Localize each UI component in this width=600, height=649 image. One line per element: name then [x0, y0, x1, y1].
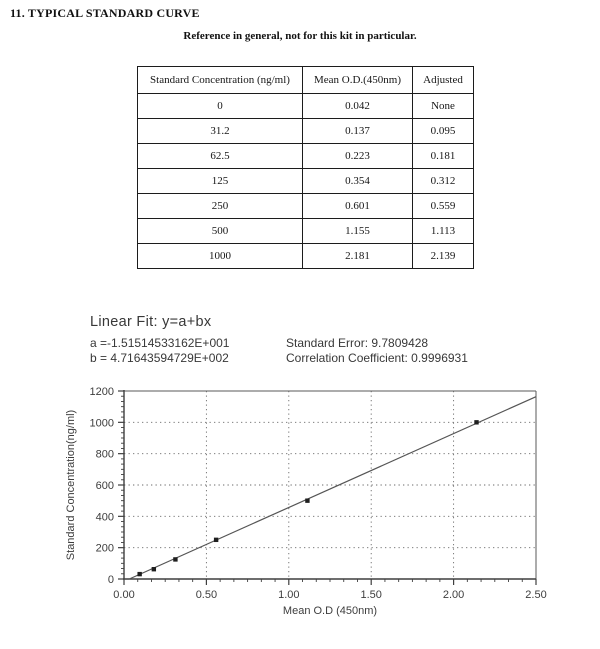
reference-note: Reference in general, not for this kit in particular.	[183, 30, 417, 42]
fit-standard-error: Standard Error: 9.7809428	[286, 336, 429, 350]
fit-stats	[90, 336, 468, 365]
y-tick-label: 1000	[89, 417, 114, 430]
x-tick-label: 1.50	[360, 589, 382, 601]
table-cell: 1.155	[303, 219, 413, 244]
y-tick-label: 600	[95, 480, 114, 492]
x-tick-label: 0.50	[195, 589, 218, 601]
y-tick-label: 800	[95, 448, 114, 461]
data-point-marker	[305, 498, 309, 502]
table-cell: 0.559	[413, 194, 474, 219]
table-cell: 125	[138, 169, 303, 194]
data-point-marker	[152, 567, 156, 571]
x-tick-label: 1.00	[278, 589, 300, 601]
table-header	[138, 67, 474, 94]
table-row	[138, 144, 474, 169]
table-cell: 0.312	[413, 169, 474, 194]
x-tick-label: 0.00	[113, 589, 135, 601]
y-tick-label: 0	[107, 574, 114, 586]
linear-fit-block	[90, 314, 468, 365]
table-cell: 0.601	[303, 194, 413, 219]
data-point-marker	[173, 557, 177, 561]
y-tick-label: 400	[95, 511, 114, 524]
table-cell: 0.223	[303, 144, 413, 169]
table-body	[138, 94, 474, 269]
header-adjusted: Adjusted	[413, 67, 474, 94]
table-cell: 31.2	[138, 119, 303, 144]
table-cell: 1000	[138, 244, 303, 269]
standard-curve-chart	[0, 380, 600, 649]
table-cell: 500	[138, 219, 303, 244]
section-title: 11. TYPICAL STANDARD CURVE	[10, 6, 200, 20]
table-cell: 250	[138, 194, 303, 219]
data-point-marker	[214, 538, 218, 542]
y-axis-label: Standard Concentration(ng/ml)	[65, 409, 77, 561]
table-cell: 2.181	[303, 244, 413, 269]
table-header-row	[138, 67, 474, 94]
grid-lines	[124, 391, 536, 579]
table-cell: 0.137	[303, 119, 413, 144]
fit-equation-title: Linear Fit: y=a+bx	[90, 314, 212, 330]
table-row	[138, 194, 474, 219]
table-cell: None	[413, 94, 474, 119]
data-point-marker	[474, 420, 478, 424]
table-row	[138, 244, 474, 269]
fit-a-value: a =-1.51514533162E+001	[90, 336, 230, 350]
table-cell: 0.095	[413, 119, 474, 144]
x-axis-label: Mean O.D (450nm)	[282, 605, 378, 617]
x-tick-label: 2.00	[442, 589, 465, 601]
table-row	[138, 94, 474, 119]
table-cell: 0.354	[303, 169, 413, 194]
y-tick-label: 200	[95, 542, 114, 555]
table-cell: 0.181	[413, 144, 474, 169]
fit-correlation-coefficient: Correlation Coefficient: 0.9996931	[286, 350, 468, 365]
table-row	[138, 219, 474, 244]
standard-curve-table	[137, 66, 474, 269]
data-point-marker	[137, 572, 141, 576]
header-concentration: Standard Concentration (ng/ml)	[138, 67, 303, 94]
x-tick-label: 2.50	[525, 589, 547, 601]
table-cell: 62.5	[138, 144, 303, 169]
y-tick-labels	[90, 386, 114, 586]
fit-b-value: b = 4.71643594729E+002	[90, 350, 229, 365]
header-mean-od: Mean O.D.(450nm)	[303, 67, 413, 94]
x-axis-ticks	[124, 579, 536, 585]
y-tick-label: 1200	[89, 386, 114, 398]
table-row	[138, 119, 474, 144]
table-row	[138, 169, 474, 194]
table-cell: 2.139	[413, 244, 474, 269]
x-tick-labels	[113, 589, 546, 601]
plot-frame	[123, 390, 536, 579]
fit-quality	[286, 336, 468, 365]
fit-coefficients	[90, 336, 286, 365]
table-cell: 0	[138, 94, 303, 119]
table-cell: 1.113	[413, 219, 474, 244]
table-cell: 0.042	[303, 94, 413, 119]
y-axis-ticks	[118, 391, 124, 579]
